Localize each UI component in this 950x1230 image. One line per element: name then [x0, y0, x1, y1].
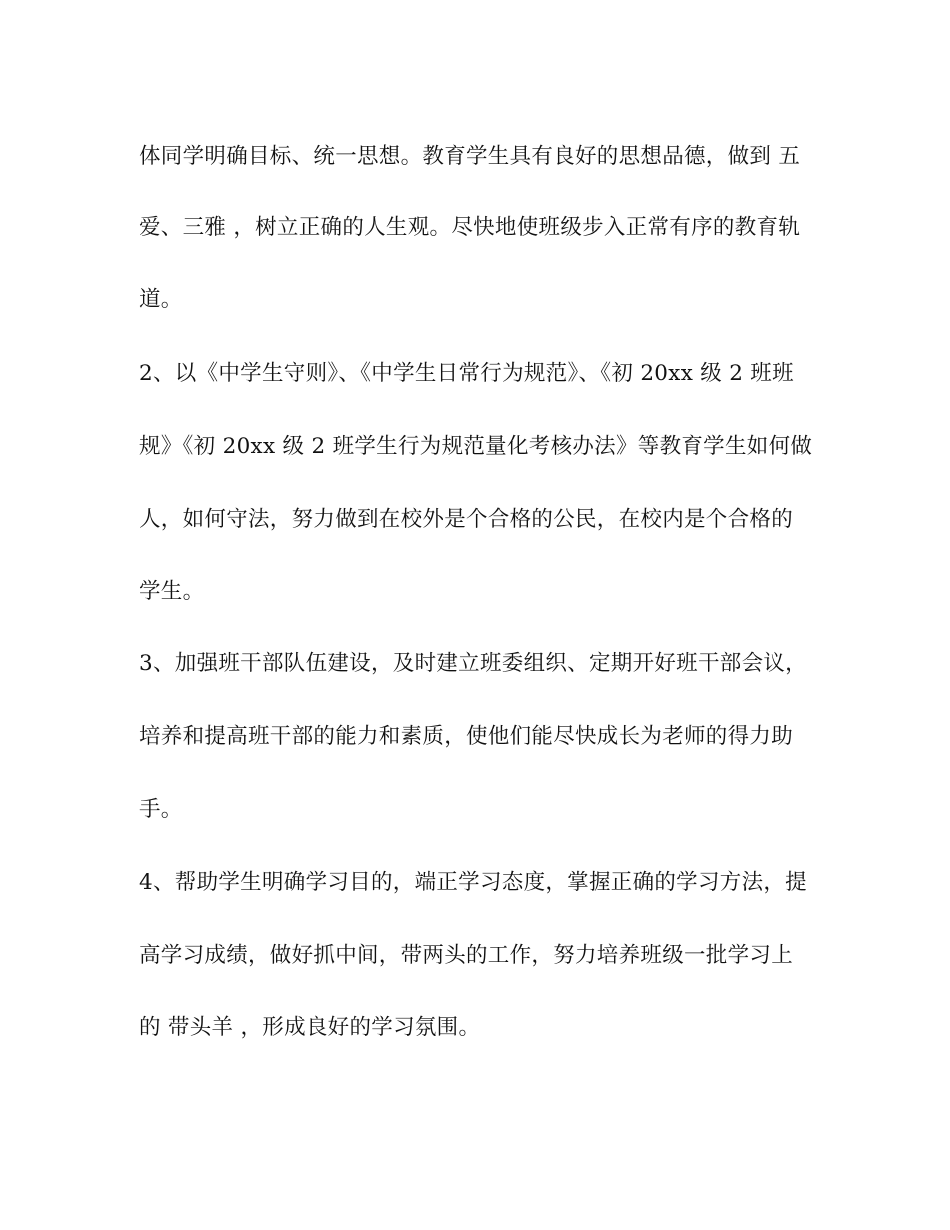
text-line: 2、以《中学生守则》、《中学生日常行为规范》、《初 20xx 级 2 班班 — [139, 361, 794, 386]
text-line: 的 带头羊 ，形成良好的学习氛围。 — [139, 1015, 481, 1040]
text-line: 人，如何守法，努力做到在校外是个合格的公民，在校内是个合格的 — [139, 507, 794, 532]
text-line: 培养和提高班干部的能力和素质，使他们能尽快成长为老师的得力助 — [139, 724, 794, 749]
text-line: 高学习成绩，做好抓中间，带两头的工作，努力培养班级一批学习上 — [139, 943, 794, 968]
text-line: 4、帮助学生明确学习目的，端正学习态度，掌握正确的学习方法，提 — [139, 870, 807, 895]
text-line: 学生。 — [139, 579, 205, 604]
text-line: 体同学明确目标、统一思想。教育学生具有良好的思想品德，做到 五 — [139, 144, 801, 169]
text-line: 3、加强班干部队伍建设，及时建立班委组织、定期开好班干部会议， — [139, 651, 807, 676]
text-line: 手。 — [139, 797, 183, 822]
text-line: 规》《初 20xx 级 2 班学生行为规范量化考核办法》等教育学生如何做 — [139, 434, 813, 459]
text-line: 爱、三雅 ，树立正确的人生观。尽快地使班级步入正常有序的教育轨 — [139, 215, 801, 240]
text-line: 道。 — [139, 287, 183, 312]
